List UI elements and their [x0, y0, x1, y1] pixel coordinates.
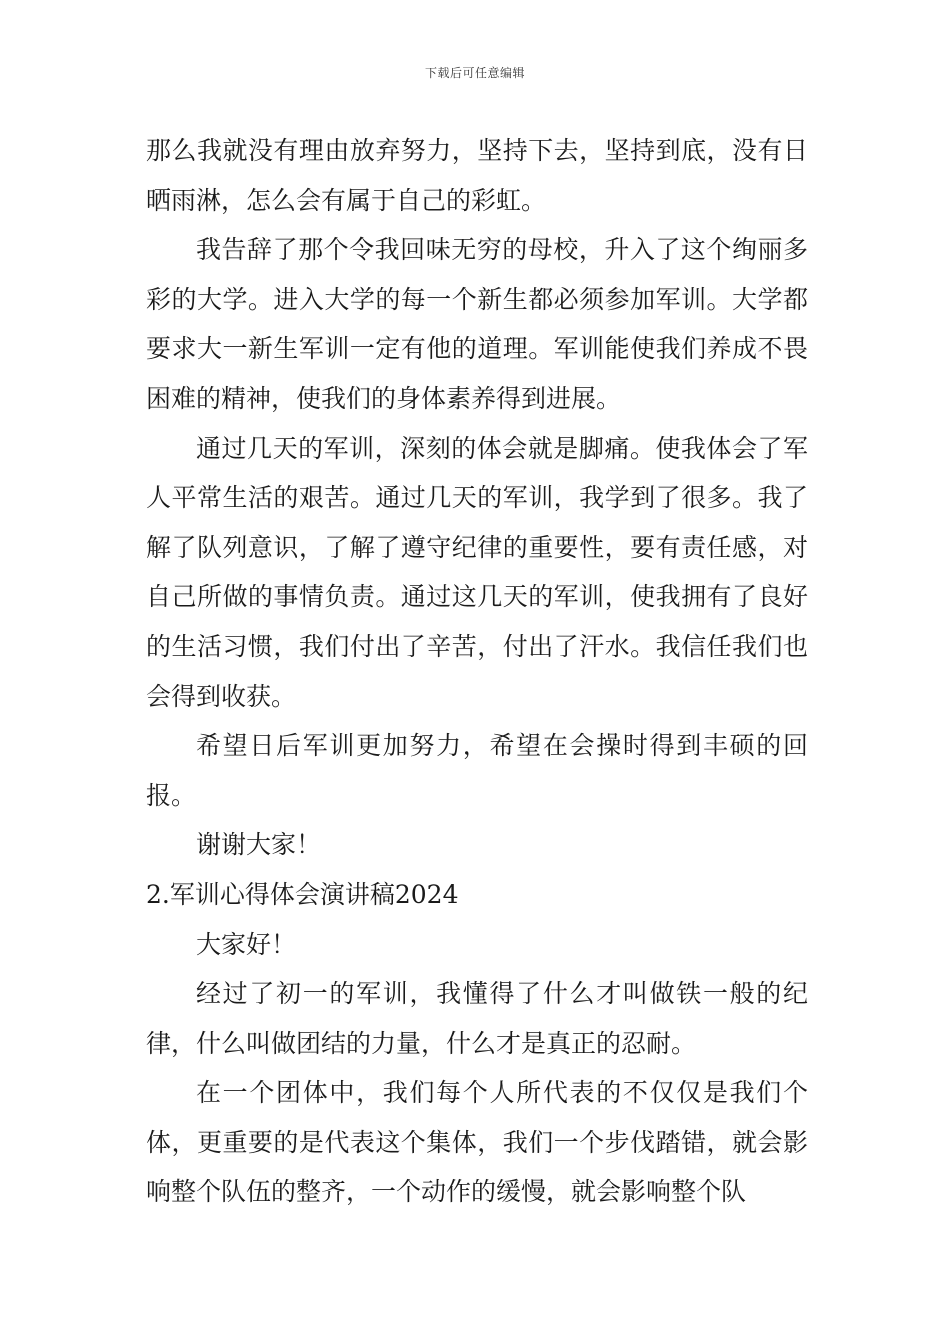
page-header-note: 下载后可任意编辑 — [424, 66, 525, 80]
paragraph-1: 那么我就没有理由放弃努力，坚持下去，坚持到底，没有日晒雨淋，怎么会有属于自己的彩虹。 — [146, 136, 808, 215]
paragraph-4: 希望日后军训更加努力，希望在会操时得到丰硕的回报。 — [146, 731, 808, 810]
paragraph-3: 通过几天的军训，深刻的体会就是脚痛。使我体会了军人平常生活的艰苦。通过几天的军训，我学到了很多。我了解了队列意识，了解了遵守纪律的重要性，要有责任感，对自己所做的事情负责。通过这几天的军训，使我拥有了良好的生活习惯，我们付出了辛苦，付出了汗水。我信任我们也会得到收获。 — [146, 433, 808, 711]
paragraph-6: 在一个团体中，我们每个人所代表的不仅仅是我们个体，更重要的是代表这个集体，我们一个步伐踏错，就会影响整个队伍的整齐，一个动作的缓慢，就会影响整个队 — [146, 1078, 808, 1207]
section-heading: 2.军训心得体会演讲稿2024 — [146, 879, 459, 909]
paragraph-2: 我告辞了那个令我回味无穷的母校，升入了这个绚丽多彩的大学。进入大学的每一个新生都必须参加军训。大学都要求大一新生军训一定有他的道理。军训能使我们养成不畏困难的精神，使我们的身体素养得到进展。 — [146, 235, 808, 413]
paragraph-5: 经过了初一的军训，我懂得了什么才叫做铁一般的纪律，什么叫做团结的力量，什么才是真正的忍耐。 — [146, 979, 808, 1058]
document-body — [146, 126, 808, 1217]
paragraph-greeting: 大家好！ — [196, 929, 297, 959]
paragraph-thanks: 谢谢大家！ — [196, 830, 322, 860]
